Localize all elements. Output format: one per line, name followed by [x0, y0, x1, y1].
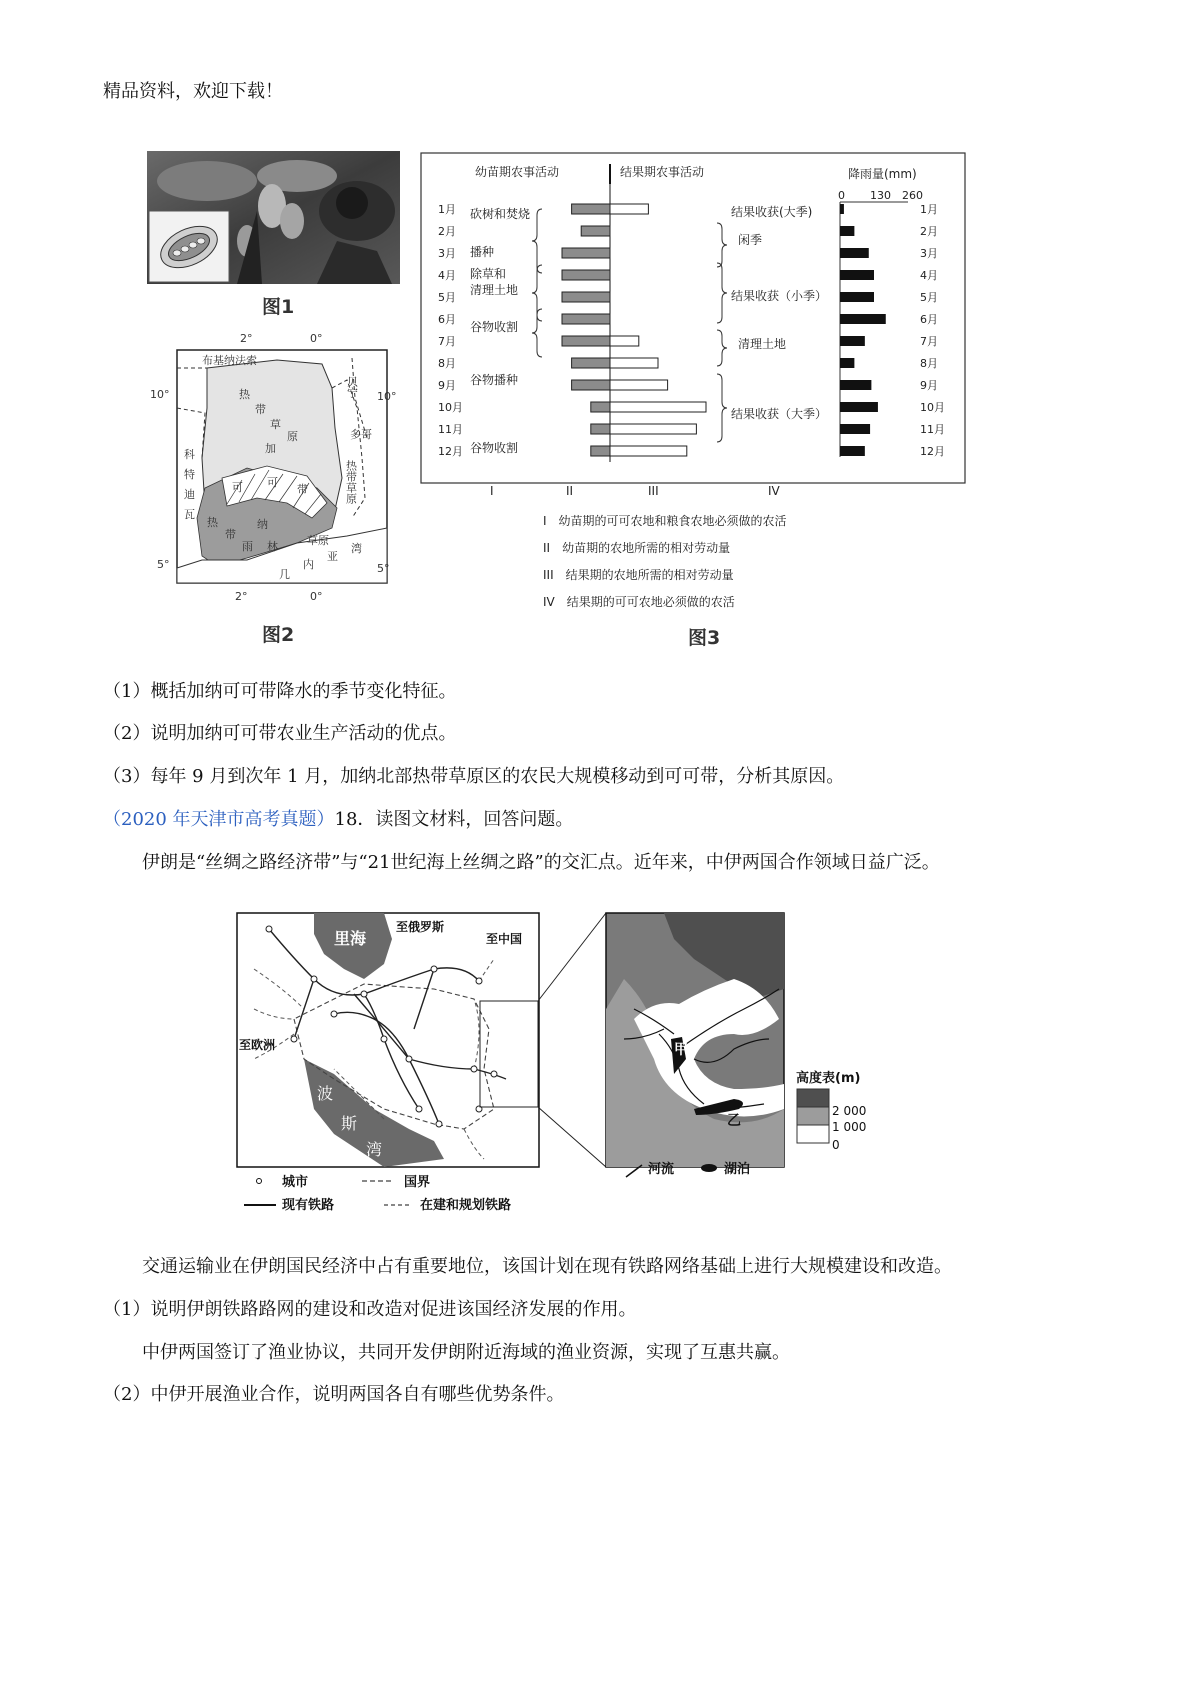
label-gulf-2: 斯 [341, 1114, 358, 1133]
svg-text:带: 带 [297, 483, 308, 496]
question-a1: （1）概括加纳可可带降水的季节变化特征。 [103, 681, 457, 702]
lon-bottom-0: 0° [310, 590, 323, 603]
col-II: II [566, 484, 574, 498]
lon-top-2: 2° [240, 332, 253, 345]
svg-text:热带草原: 热带草原 [344, 460, 358, 504]
fruiting-act-1: 结果收获(大季) [731, 205, 813, 219]
fig2-caption: 图2 [262, 624, 295, 646]
height-tick-0: 0 [832, 1138, 840, 1152]
svg-text:热: 热 [239, 388, 250, 401]
svg-text:原: 原 [287, 430, 298, 443]
fruiting-labor-bar [610, 402, 706, 412]
question-a2: （2）说明加纳可可带农业生产活动的优点。 [103, 723, 457, 744]
seedling-labor-bar [562, 314, 610, 324]
label-to-europe: 至欧洲 [239, 1038, 276, 1052]
lat-right-10: 10° [377, 390, 397, 403]
label-yi: 乙 [727, 1113, 741, 1129]
seedling-labor-bar [562, 336, 610, 346]
fruiting-labor-bar [610, 204, 648, 214]
col-IV: IV [768, 484, 780, 498]
seedling-labor-bar [572, 204, 610, 214]
svg-text:纳: 纳 [257, 518, 268, 531]
height-tick-1000: 1 000 [832, 1120, 867, 1134]
month-label-right: 1月 [920, 203, 938, 216]
svg-text:带: 带 [255, 403, 266, 416]
lat-left-10: 10° [150, 388, 170, 401]
farming-rainfall-chart [420, 152, 966, 614]
rainfall-bar [840, 248, 869, 258]
source-tag: （2020 年天津市高考真题） [103, 809, 335, 830]
rainfall-bar [840, 402, 878, 412]
month-label-right: 12月 [920, 445, 945, 458]
seedling-labor-bar [572, 380, 610, 390]
fruiting-act-2: 闲季 [738, 233, 763, 247]
svg-text:内: 内 [303, 558, 314, 571]
rainfall-bar [840, 424, 870, 434]
legend-river: 河流 [648, 1162, 675, 1177]
month-label-right: 10月 [920, 401, 945, 414]
seedling-labor-bar [591, 402, 610, 412]
seedling-labor-bar [591, 424, 610, 434]
label-benin: 贝宁 [345, 376, 359, 398]
month-label-left: 8月 [438, 357, 456, 370]
seedling-labor-bar [572, 358, 610, 368]
month-label-left: 3月 [438, 247, 456, 260]
fruiting-act-5: 结果收获（大季） [731, 407, 828, 421]
legend-II: II 幼苗期的农地所需的相对劳动量 [543, 541, 731, 555]
rainfall-bar [840, 358, 854, 368]
svg-text:草: 草 [270, 418, 281, 431]
page-header: 精品资料，欢迎下载！ [103, 81, 283, 102]
question-iran-1: （1）说明伊朗铁路路网的建设和改造对促进该国经济发展的作用。 [103, 1299, 637, 1320]
month-label-left: 7月 [438, 335, 456, 348]
height-tick-2000: 2 000 [832, 1104, 867, 1118]
rain-tick-130: 130 [870, 189, 891, 202]
month-label-left: 5月 [438, 291, 456, 304]
month-label-right: 11月 [920, 423, 945, 436]
svg-text:雨: 雨 [242, 540, 253, 553]
fruiting-labor-bar [610, 358, 658, 368]
lat-right-5: 5° [377, 562, 390, 575]
rainfall-bar [840, 226, 854, 236]
month-label-left: 9月 [438, 379, 456, 392]
label-ivory-1: 科 [184, 448, 195, 461]
rainfall-bar [840, 446, 865, 456]
fruiting-labor-bar [610, 446, 687, 456]
height-title: 高度表(m) [796, 1071, 861, 1086]
rain-tick-260: 260 [902, 189, 923, 202]
header-fruiting: 结果期农事活动 [620, 165, 705, 179]
legend-border: 国界 [404, 1175, 431, 1190]
svg-text:可: 可 [267, 476, 278, 489]
rainfall-bar [840, 314, 886, 324]
paragraph-fishery: 中伊两国签订了渔业协议，共同开发伊朗附近海域的渔业资源，实现了互惠共赢。 [142, 1342, 790, 1363]
fruiting-act-4: 清理土地 [738, 337, 787, 351]
question-18-line [103, 808, 573, 832]
lon-bottom-2: 2° [235, 590, 248, 603]
month-label-left: 11月 [438, 423, 463, 436]
paragraph-iran-intro: 伊朗是“丝绸之路经济带”与“21世纪海上丝绸之路”的交汇点。近年来，中伊两国合作领域日益广泛。 [142, 852, 940, 873]
month-label-left: 1月 [438, 203, 456, 216]
seedling-act-1: 砍树和焚烧 [470, 207, 531, 221]
seedling-labor-bar [562, 270, 610, 280]
ghana-map [147, 328, 400, 613]
svg-text:草原: 草原 [307, 534, 329, 547]
legend-planned: 在建和规划铁路 [420, 1198, 512, 1213]
legend-rail: 现有铁路 [282, 1198, 335, 1213]
month-label-left: 4月 [438, 269, 456, 282]
label-jia: 甲 [674, 1042, 688, 1058]
seedling-labor-bar [562, 248, 610, 258]
fruiting-labor-bar [610, 336, 639, 346]
q18-intro: 18．读图文材料，回答问题。 [334, 809, 574, 830]
cocoa-farmer-photo [147, 151, 400, 284]
seedling-act-6: 谷物播种 [470, 373, 519, 387]
svg-text:林: 林 [267, 540, 278, 553]
rainfall-bar [840, 270, 874, 280]
seedling-act-7: 谷物收割 [470, 441, 519, 455]
month-label-right: 6月 [920, 313, 938, 326]
rain-tick-0: 0 [838, 189, 845, 202]
legend-III: III 结果期的农地所需的相对劳动量 [543, 568, 734, 582]
question-a3: （3）每年 9 月到次年 1 月，加纳北部热带草原区的农民大规模移动到可可带，分析其原因。 [103, 766, 845, 787]
label-gulf-1: 波 [317, 1084, 334, 1103]
month-label-right: 5月 [920, 291, 938, 304]
legend-city: 城市 [282, 1175, 309, 1190]
month-label-left: 2月 [438, 225, 456, 238]
rainfall-bar [840, 204, 844, 214]
col-I: I [490, 484, 494, 498]
col-III: III [648, 484, 659, 498]
svg-text:可: 可 [232, 481, 243, 494]
seedling-act-2: 播种 [470, 245, 495, 259]
svg-text:迪: 迪 [184, 488, 195, 501]
rainfall-bar [840, 336, 865, 346]
label-to-russia: 至俄罗斯 [396, 920, 445, 934]
svg-text:带: 带 [225, 528, 236, 541]
month-label-right: 8月 [920, 357, 938, 370]
fig3-caption: 图3 [688, 627, 721, 649]
svg-text:特: 特 [184, 468, 195, 481]
header-seedling: 幼苗期农事活动 [475, 165, 560, 179]
seedling-act-3: 除草和 [470, 267, 507, 281]
iran-map [234, 909, 894, 1214]
fruiting-labor-bar [610, 424, 696, 434]
seedling-labor-bar [591, 446, 610, 456]
svg-text:瓦: 瓦 [184, 508, 195, 521]
label-caspian: 里海 [334, 929, 367, 948]
month-label-left: 12月 [438, 445, 463, 458]
label-burkina: 布基纳法索 [202, 354, 257, 367]
month-label-right: 3月 [920, 247, 938, 260]
fruiting-labor-bar [610, 380, 668, 390]
svg-text:热: 热 [207, 516, 218, 529]
month-label-right: 9月 [920, 379, 938, 392]
legend-lake: 湖泊 [724, 1162, 751, 1177]
month-label-left: 6月 [438, 313, 456, 326]
seedling-act-5: 谷物收割 [470, 320, 519, 334]
rainfall-bar [840, 380, 871, 390]
label-to-china: 至中国 [486, 932, 523, 946]
month-label-right: 4月 [920, 269, 938, 282]
lat-left-5: 5° [157, 558, 170, 571]
month-label-right: 7月 [920, 335, 938, 348]
fig1-caption: 图1 [262, 296, 295, 318]
fruiting-act-3: 结果收获（小季） [731, 289, 828, 303]
legend-I: I 幼苗期的可可农地和粮食农地必须做的农活 [543, 514, 787, 528]
month-label-right: 2月 [920, 225, 938, 238]
lon-top-0: 0° [310, 332, 323, 345]
seedling-labor-bar [581, 226, 610, 236]
label-gulf-3: 湾 [366, 1140, 383, 1159]
header-rainfall: 降雨量(mm) [848, 167, 917, 181]
svg-text:几: 几 [279, 568, 290, 581]
svg-text:亚: 亚 [327, 550, 338, 563]
label-togo: 多哥 [350, 428, 372, 441]
question-iran-2: （2）中伊开展渔业合作，说明两国各自有哪些优势条件。 [103, 1384, 565, 1405]
svg-text:湾: 湾 [351, 542, 362, 555]
label-ghana: 加 [265, 442, 276, 455]
rainfall-bar [840, 292, 874, 302]
seedling-act-4: 清理土地 [470, 283, 519, 297]
month-label-left: 10月 [438, 401, 463, 414]
paragraph-transport: 交通运输业在伊朗国民经济中占有重要地位，该国计划在现有铁路网络基础上进行大规模建设和改造。 [142, 1256, 952, 1277]
seedling-labor-bar [562, 292, 610, 302]
legend-IV: IV 结果期的可可农地必须做的农活 [543, 595, 735, 609]
